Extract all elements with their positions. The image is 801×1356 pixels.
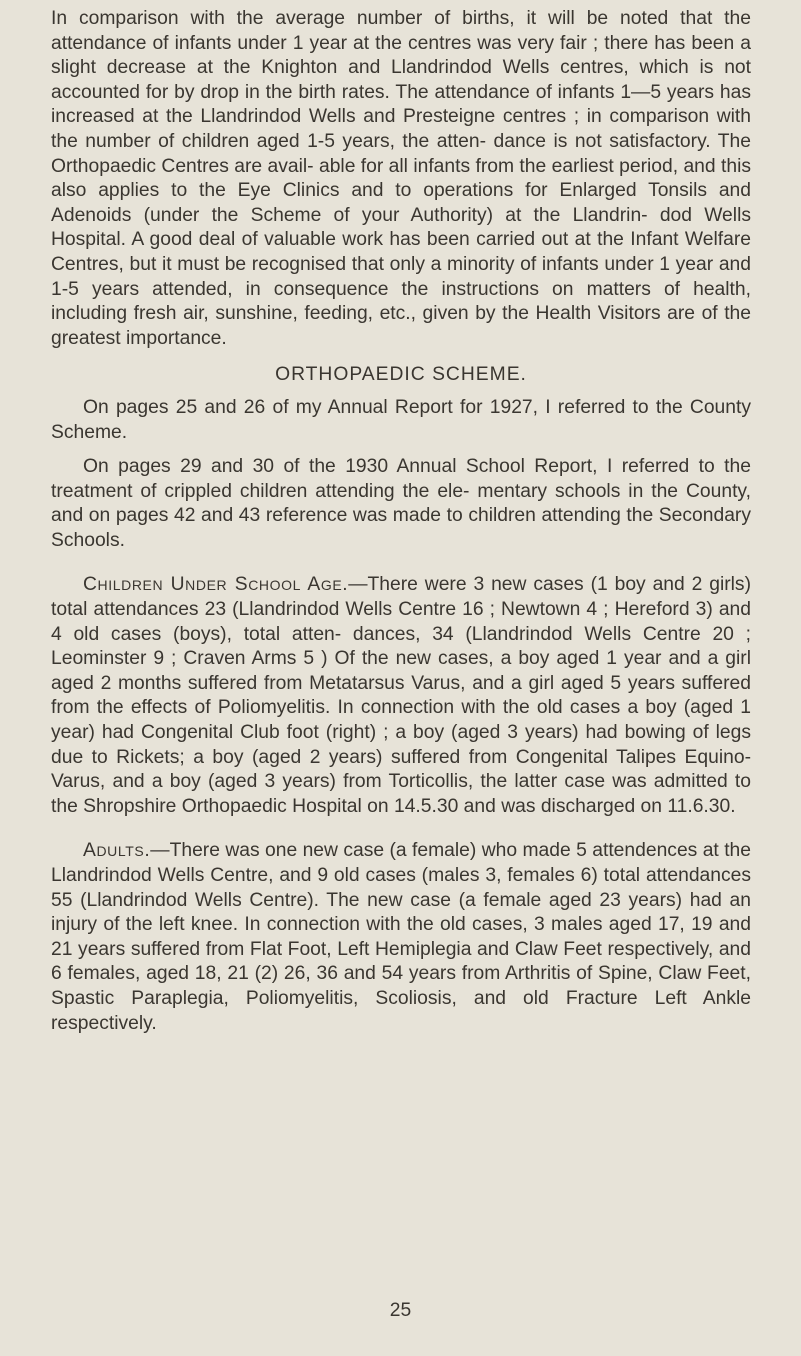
paragraph-births-attendance: In comparison with the average number of births, it will be noted that the attendance of infants under 1 year at the centres was very fair ; there has been a slight decrease at the Knighton and Llandrindod Wells centres, which is not accounted for by drop in the birth rates. The attendance of infants 1—5 years has increased at the Llandrindod Wells and Presteigne centres ; in comparison with the number of children aged 1-5 years, the atten- dance is not satisfactory. The Orthopaedic Centres are avail- able for all infants from the earliest period, and this also applies to the Eye Clinics and to operations for Enlarged Tonsils and Adenoids (under the Scheme of your Authority) at the Llandrin- dod Wells Hospital. A good deal of valuable work has been carried out at the Infant Welfare Centres, but it must be recognised that only a minority of infants under 1 year and 1-5 years attended, in consequence the instructions on matters of health, including fresh air, sunshine, feeding, etc., given by the Health Visitors are of the greatest importance. [51,8,751,349]
paragraph-school-report: On pages 29 and 30 of the 1930 Annual School Report, I referred to the treatment of crippled children attending the ele- mentary schools in the County, and on pages 42 and 43 reference was made to children attending the Secondary Schools. [51,456,751,551]
section-heading: ORTHOPAEDIC SCHEME. [275,364,527,386]
adults-label: Adults. [83,840,151,862]
paragraph-annual-report: On pages 25 and 26 of my Annual Report for 1927, I referred to the County Scheme. [51,396,751,443]
page-number: 25 [389,1300,412,1321]
children-under-school-age-label: Children Under School Age. [83,574,349,596]
paragraph-children-under-school-age [51,573,751,819]
paragraph-adults [51,839,751,1036]
adults-text: —There was one new case (a female) who made 5 attendences at the Llandrindod Wells Centre, and 9 old cases (males 3, females 6) total attendances 55 (Llandrindod Wells Centre). The new case (a female aged 23 years) had an injury of the left knee. In connection with the old cases, 3 males aged 17, 19 and 21 years suffered from Flat Foot, Left Hemiplegia and Claw Feet respectively, and 6 females, aged 18, 21 (2) 26, 36 and 54 years from Arthritis of Spine, Claw Feet, Spastic Paraplegia, Poliomyelitis, Scoliosis, and old Fracture Left Ankle respectively. [51,840,751,1034]
children-under-school-age-text: —There were 3 new cases (1 boy and 2 girls) total attendances 23 (Llandrindod Wells Centre 16 ; Newtown 4 ; Hereford 3) and 4 old cases (boys), total atten- dances, 34 (Llandrindod Wells Centre 20 ; Leominster 9 ; Craven Arms 5 ) Of the new cases, a boy aged 1 year and a girl aged 2 months suffered from Metatarsus Varus, and a girl aged 5 years suffered from the effects of Poliomyelitis. In connection with the old cases a boy (aged 1 year) had Congenital Club foot (right) ; a boy (aged 3 years) had bowing of legs due to Rickets; a boy (aged 2 years) suffered from Congenital Talipes Equino- Varus, and a boy (aged 3 years) from Torticollis, the latter case was admitted to the Shropshire Orthopaedic Hospital on 14.5.30 and was discharged on 11.6.30. [51,574,751,817]
